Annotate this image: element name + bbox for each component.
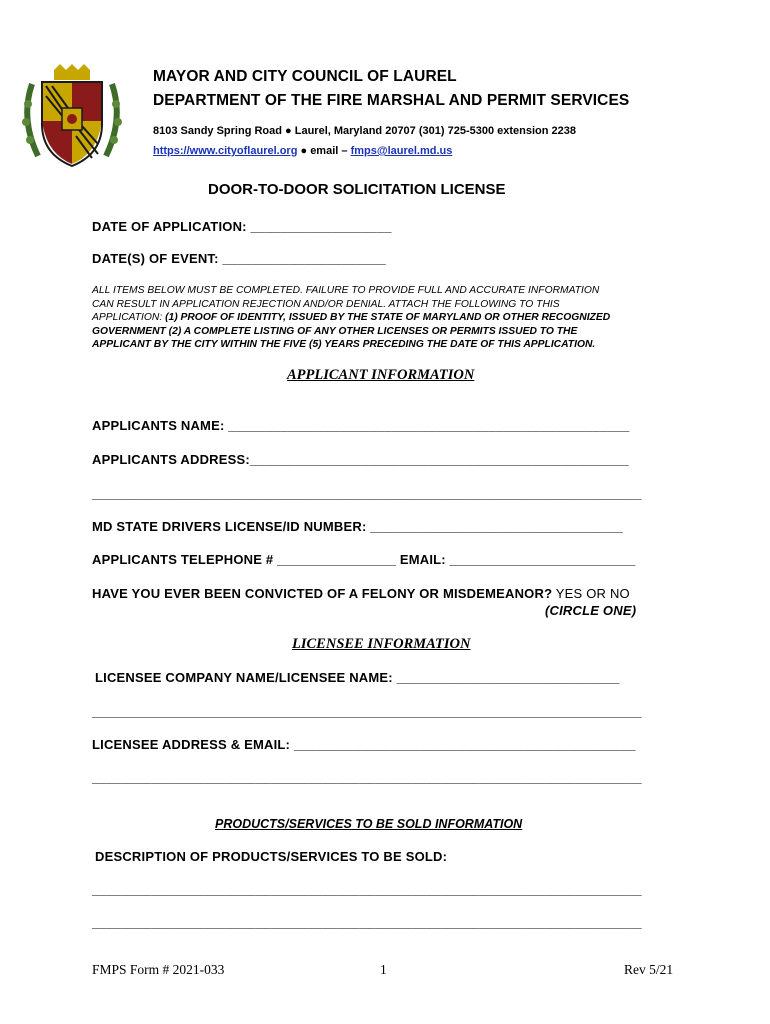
header-title-line2: DEPARTMENT OF THE FIRE MARSHAL AND PERMIT SERVICES [153, 92, 630, 109]
notice-text [92, 284, 610, 352]
circle-one-note: (CIRCLE ONE) [545, 603, 637, 618]
licensee-address-email-field[interactable]: LICENSEE ADDRESS & EMAIL: ______________________________________________ [92, 737, 636, 752]
form-title: DOOR-TO-DOOR SOLICITATION LICENSE [208, 181, 506, 198]
email-link[interactable]: fmps@laurel.md.us [350, 145, 453, 157]
notice-line-2: CAN RESULT IN APPLICATION REJECTION AND/OR DENIAL. ATTACH THE FOLLOWING TO THIS [92, 298, 560, 310]
date-of-application-field[interactable]: DATE OF APPLICATION: ___________________ [92, 219, 392, 234]
applicant-info-heading: APPLICANT INFORMATION [287, 367, 475, 383]
form-number: FMPS Form # 2021-033 [92, 962, 225, 977]
page-number: 1 [380, 962, 387, 977]
notice-line-3 [92, 311, 610, 325]
revision: Rev 5/21 [624, 962, 674, 977]
products-line-2[interactable]: __________________________________________________________________________ [92, 915, 642, 930]
products-description-label: DESCRIPTION OF PRODUCTS/SERVICES TO BE SOLD: [95, 849, 448, 864]
licensee-info-heading: LICENSEE INFORMATION [292, 636, 471, 652]
applicant-address-field[interactable]: APPLICANTS ADDRESS:___________________________________________________ [92, 452, 629, 467]
licensee-address-line2[interactable]: __________________________________________________________________________ [92, 770, 642, 785]
city-seal-logo [18, 64, 126, 174]
email-separator: ● email – [297, 145, 351, 157]
applicant-address-line2[interactable]: __________________________________________________________________________ [92, 486, 642, 501]
products-info-heading: PRODUCTS/SERVICES TO BE SOLD INFORMATION [215, 817, 523, 831]
notice-line-3-lead: APPLICATION: [92, 312, 166, 324]
notice-line-4: GOVERNMENT (2) A COMPLETE LISTING OF ANY OTHER LICENSES OR PERMITS ISSUED TO THE [92, 325, 578, 337]
notice-line-3-bold: (1) PROOF OF IDENTITY, ISSUED BY THE STATE OF MARYLAND OR OTHER RECOGNIZED [165, 312, 611, 324]
felony-options[interactable]: YES OR NO [552, 586, 630, 601]
header-title-line1: MAYOR AND CITY COUNCIL OF LAUREL [153, 68, 457, 85]
licensee-company-line2[interactable]: __________________________________________________________________________ [92, 704, 642, 719]
products-line-1[interactable]: __________________________________________________________________________ [92, 882, 642, 897]
felony-question-text: HAVE YOU EVER BEEN CONVICTED OF A FELONY OR MISDEMEANOR? [92, 586, 553, 601]
drivers-license-field[interactable]: MD STATE DRIVERS LICENSE/ID NUMBER: __________________________________ [92, 519, 623, 534]
telephone-email-field[interactable]: APPLICANTS TELEPHONE # ________________ EMAIL: _________________________ [92, 552, 636, 567]
notice-line-5: APPLICANT BY THE CITY WITHIN THE FIVE (5) YEARS PRECEDING THE DATE OF THIS APPLICATION. [92, 339, 596, 351]
header-contact [153, 145, 452, 157]
notice-line-1: ALL ITEMS BELOW MUST BE COMPLETED. FAILURE TO PROVIDE FULL AND ACCURATE INFORMATION [92, 285, 600, 296]
header-address: 8103 Sandy Spring Road ● Laurel, Maryland 20707 (301) 725-5300 extension 2238 [153, 125, 577, 137]
website-link[interactable]: https://www.cityoflaurel.org [153, 145, 298, 157]
licensee-company-field[interactable]: LICENSEE COMPANY NAME/LICENSEE NAME: ______________________________ [95, 670, 620, 685]
dates-of-event-field[interactable]: DATE(S) OF EVENT: ______________________ [92, 251, 386, 266]
felony-question [92, 586, 630, 601]
applicant-name-field[interactable]: APPLICANTS NAME: ______________________________________________________ [92, 418, 630, 433]
